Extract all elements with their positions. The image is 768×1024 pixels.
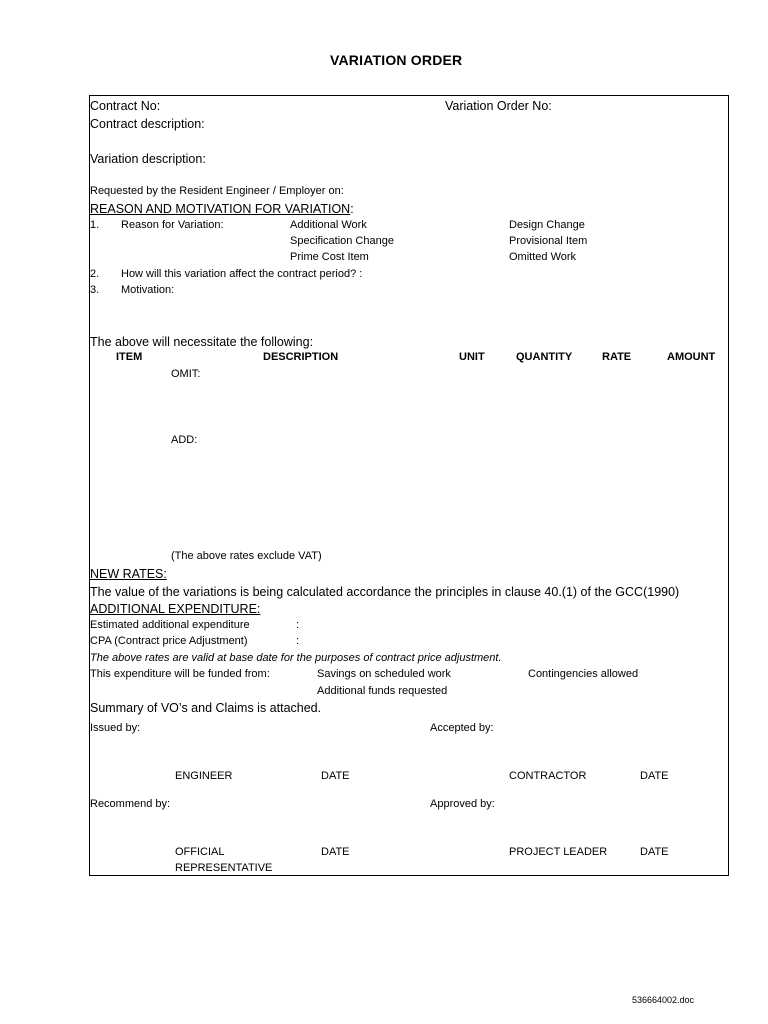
contractor-date-label: DATE [640, 770, 669, 782]
fund-option-additional: Additional funds requested [317, 685, 448, 697]
new-rates-heading: NEW RATES: [90, 567, 167, 581]
add-label: ADD: [171, 434, 198, 446]
summary-note: Summary of VO’s and Claims is attached. [90, 701, 322, 715]
variation-order-no-label: Variation Order No: [445, 99, 552, 113]
base-date-note: The above rates are valid at base date for the purposes of contract price adjustment. [90, 652, 502, 664]
items-intro: The above will necessitate the following: [90, 335, 314, 349]
reason-item2-label: How will this variation affect the contract period? : [121, 268, 363, 280]
approved-by-label: Approved by: [430, 798, 495, 810]
contract-description-label: Contract description: [90, 117, 205, 131]
funded-from-label: This expenditure will be funded from: [90, 668, 270, 680]
column-unit: UNIT [459, 351, 485, 363]
reason-item1-number: 1. [90, 219, 100, 231]
official-signature-label-line1: OFFICIAL [175, 846, 225, 858]
issued-by-label: Issued by: [90, 722, 141, 734]
contract-no-label: Contract No: [90, 99, 161, 113]
cpa-colon: : [296, 635, 300, 647]
column-rate: RATE [602, 351, 632, 363]
footer-filename: 536664002.doc [632, 995, 695, 1005]
additional-expenditure-heading: ADDITIONAL EXPENDITURE: [90, 602, 261, 616]
option-provisional-item: Provisional Item [509, 235, 588, 247]
accepted-by-label: Accepted by: [430, 722, 494, 734]
reason-heading-colon: : [350, 202, 354, 216]
column-description: DESCRIPTION [263, 351, 339, 363]
reason-heading [90, 203, 354, 216]
project-leader-date-label: DATE [640, 846, 669, 858]
reason-item3-number: 3. [90, 284, 100, 296]
engineer-signature-label: ENGINEER [175, 770, 233, 782]
column-amount: AMOUNT [667, 351, 716, 363]
cpa-label: CPA (Contract price Adjustment) [90, 635, 248, 647]
page-title: VARIATION ORDER [330, 52, 463, 68]
estimated-expenditure-colon: : [296, 619, 300, 631]
new-rates-text: The value of the variations is being calculated accordance the principles in clause 40.(1) of the GCC(1990) [90, 585, 680, 599]
contractor-signature-label: CONTRACTOR [509, 770, 587, 782]
column-quantity: QUANTITY [516, 351, 573, 363]
variation-description-label: Variation description: [90, 152, 206, 166]
option-specification-change: Specification Change [290, 235, 394, 247]
reason-item3-label: Motivation: [121, 284, 175, 296]
option-design-change: Design Change [509, 219, 585, 231]
reason-heading-text: REASON AND MOTIVATION FOR VARIATION [90, 202, 351, 216]
project-leader-signature-label: PROJECT LEADER [509, 846, 608, 858]
official-signature-label-line2: REPRESENTATIVE [175, 862, 273, 874]
vat-note: (The above rates exclude VAT) [171, 550, 322, 562]
option-prime-cost-item: Prime Cost Item [290, 251, 369, 263]
option-omitted-work: Omitted Work [509, 251, 577, 263]
reason-item2-number: 2. [90, 268, 100, 280]
official-date-label: DATE [321, 846, 350, 858]
reason-item1-label: Reason for Variation: [121, 219, 224, 231]
column-item: ITEM [116, 351, 143, 363]
requested-by-label: Requested by the Resident Engineer / Employer on: [90, 185, 344, 197]
estimated-expenditure-label: Estimated additional expenditure [90, 619, 250, 631]
recommend-by-label: Recommend by: [90, 798, 171, 810]
engineer-date-label: DATE [321, 770, 350, 782]
omit-label: OMIT: [171, 368, 201, 380]
fund-option-contingencies: Contingencies allowed [528, 668, 639, 680]
option-additional-work: Additional Work [290, 219, 367, 231]
fund-option-savings: Savings on scheduled work [317, 668, 451, 680]
